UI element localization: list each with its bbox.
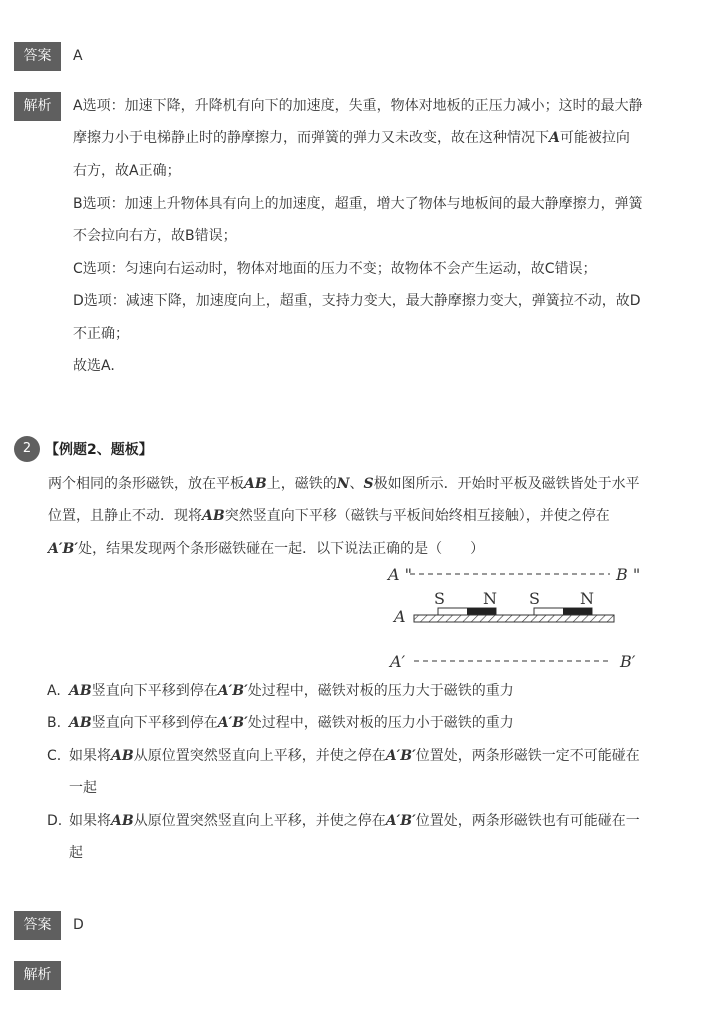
plate-ab [414, 615, 614, 622]
option-d-text-cont[interactable]: 起 [69, 845, 83, 861]
analysis-line: B选项：加速上升物体具有向上的加速度，超重，增大了物体与地板间的最大静摩擦力，弹簧 [73, 196, 643, 212]
label-b-top: B " [616, 565, 641, 584]
pole-label: S [434, 589, 445, 608]
answer-value: D [73, 917, 84, 933]
option-a-text[interactable]: AB竖直向下平移到停在A′B′处过程中，磁铁对板的压力大于磁铁的重力 [69, 683, 514, 699]
label-a-plate: A [394, 607, 406, 626]
analysis-line: D选项：减速下降，加速度向上，超重，支持力变大，最大静摩擦力变大，弹簧拉不动，故D [73, 293, 641, 309]
analysis-tag: 解析 [14, 92, 61, 121]
option-b-text[interactable]: AB竖直向下平移到停在A′B′处过程中，磁铁对板的压力小于磁铁的重力 [69, 715, 514, 731]
analysis-line: 不会拉向右方，故B错误； [73, 228, 237, 244]
analysis-line: A选项：加速下降，升降机有向下的加速度，失重，物体对地板的正压力减小；这时的最大静 [73, 98, 643, 114]
magnet-right-n-pole [563, 608, 592, 615]
analysis-line: 不正确； [73, 326, 129, 342]
answer-value: A [73, 48, 83, 64]
option-a-letter[interactable]: A. [47, 683, 61, 699]
analysis-line: 右方，故A正确； [73, 163, 181, 179]
question-stem-line: 位置，且静止不动．现将AB突然竖直向下平移（磁铁与平板间始终相互接触），并使之停在 [48, 508, 610, 524]
option-d-text[interactable]: 如果将AB从原位置突然竖直向上平移，并使之停在A′B′位置处，两条形磁铁也有可能碰在一 [69, 813, 640, 829]
answer-tag: 答案 [14, 911, 61, 940]
option-c-text[interactable]: 如果将AB从原位置突然竖直向上平移，并使之停在A′B′位置处，两条形磁铁一定不可能碰在 [69, 748, 640, 764]
answer-tag: 答案 [14, 42, 61, 71]
option-c-letter[interactable]: C. [47, 748, 62, 764]
question-stem-line: 两个相同的条形磁铁，放在平板AB上，磁铁的N、S极如图所示．开始时平板及磁铁皆处于水平 [48, 476, 640, 492]
pole-label: N [580, 589, 594, 608]
option-b-letter[interactable]: B. [47, 715, 62, 731]
analysis-line: 故选A. [73, 358, 115, 374]
pole-label: S [529, 589, 540, 608]
magnet-figure [380, 560, 650, 675]
magnet-left-n-pole [467, 608, 496, 615]
label-a-prime: A′ [390, 652, 406, 671]
analysis-line: 摩擦力小于电梯静止时的静摩擦力，而弹簧的弹力又未改变，故在这种情况下A可能被拉向 [73, 130, 630, 146]
option-d-letter[interactable]: D. [47, 813, 63, 829]
pole-label: N [483, 589, 497, 608]
analysis-tag: 解析 [14, 961, 61, 990]
question-title: 【例题2、题板】 [45, 442, 153, 458]
label-b-prime: B′ [620, 652, 636, 671]
label-a-top: A " [388, 565, 412, 584]
question-stem-line: A′B′处，结果发现两个条形磁铁碰在一起．以下说法正确的是（ ） [48, 541, 485, 557]
question-number: 2 [14, 436, 40, 462]
analysis-line: C选项：匀速向右运动时，物体对地面的压力不变；故物体不会产生运动，故C错误； [73, 261, 597, 277]
option-c-text-cont[interactable]: 一起 [69, 780, 97, 796]
